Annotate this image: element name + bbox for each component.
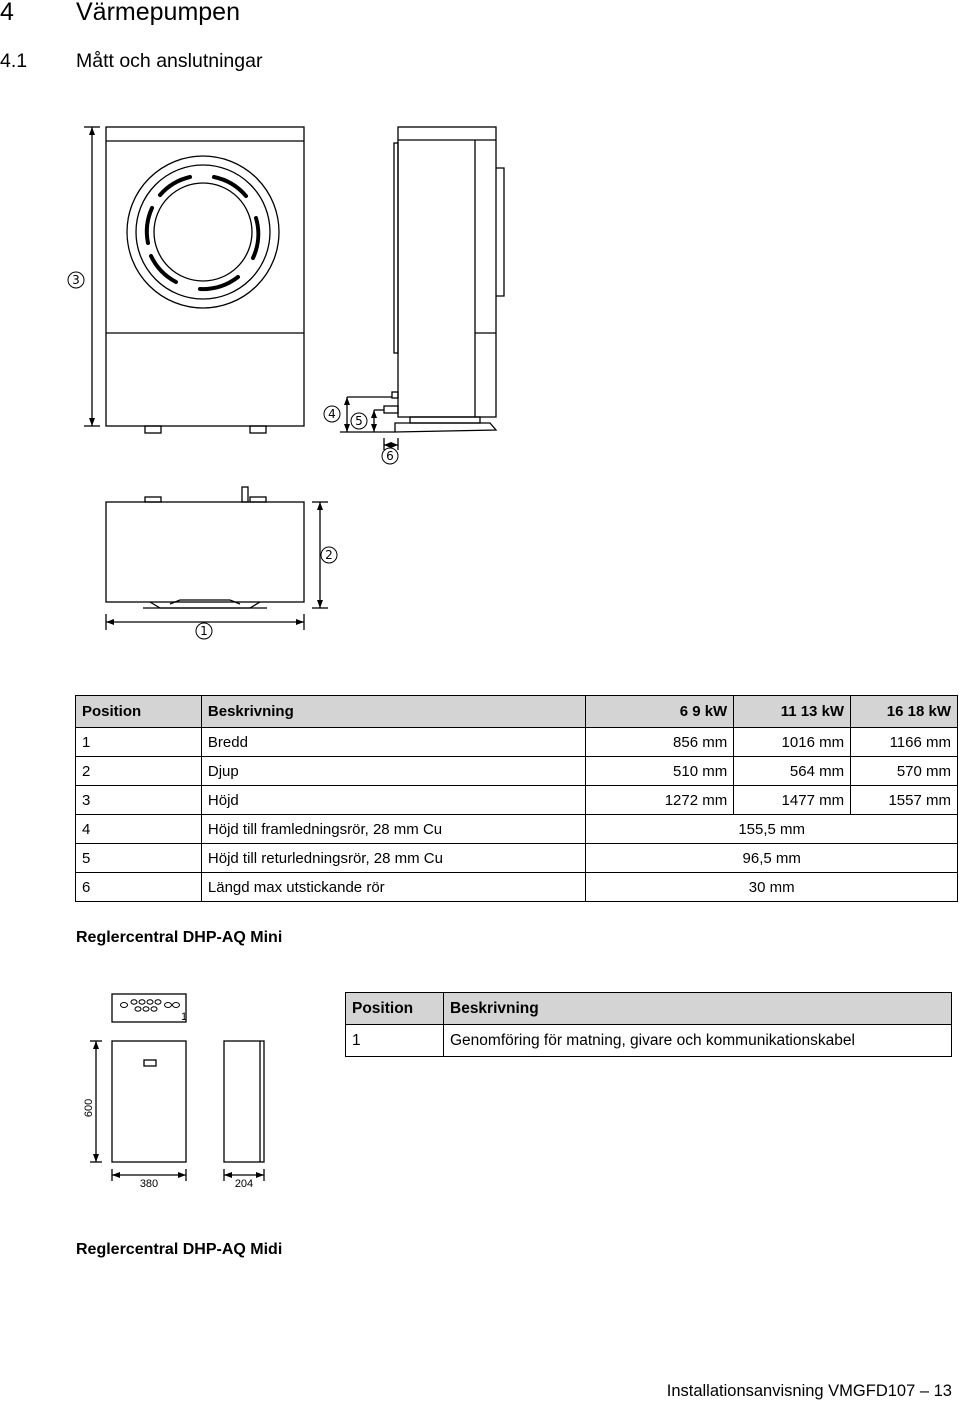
cell-value: 564 mm <box>734 757 851 786</box>
col-16-18kw: 16 18 kW <box>851 696 958 728</box>
chapter-number: 4 <box>0 0 14 26</box>
mini-position-table <box>345 992 952 1057</box>
mini-depth-dim: 204 <box>234 1178 254 1190</box>
mini-side-view <box>224 1041 264 1162</box>
table-row <box>76 815 958 844</box>
callout-5 <box>351 413 367 429</box>
callout-6 <box>382 448 398 464</box>
cell-common-value: 30 mm <box>586 873 958 902</box>
top-view-body <box>106 502 304 602</box>
table-header-row <box>346 993 952 1025</box>
mini-front-view <box>112 1041 186 1162</box>
cell-pos: 1 <box>76 728 202 757</box>
table-row <box>76 844 958 873</box>
col-description: Beskrivning <box>201 696 586 728</box>
cell-value: 1557 mm <box>851 786 958 815</box>
mini-height-dim: 600 <box>83 1098 95 1118</box>
chapter-title: Värmepumpen <box>76 0 240 26</box>
midi-heading: Reglercentral DHP-AQ Midi <box>76 1241 283 1258</box>
cell-common-value: 155,5 mm <box>586 815 958 844</box>
cell-value: 1016 mm <box>734 728 851 757</box>
table-header-row <box>76 696 958 728</box>
cell-desc: Längd max utstickande rör <box>201 873 586 902</box>
section-number: 4.1 <box>0 50 28 72</box>
svg-text:3: 3 <box>72 273 80 287</box>
cell-desc: Bredd <box>201 728 586 757</box>
col-description: Beskrivning <box>444 993 952 1025</box>
callout-4 <box>324 406 340 422</box>
side-view-body <box>398 127 496 417</box>
cell-value: 510 mm <box>586 757 734 786</box>
fan-grille <box>127 156 279 308</box>
cell-value: 1272 mm <box>586 786 734 815</box>
cell-desc: Höjd till returledningsrör, 28 mm Cu <box>201 844 586 873</box>
cell-value: 1477 mm <box>734 786 851 815</box>
cell-desc: Höjd till framledningsrör, 28 mm Cu <box>201 815 586 844</box>
col-position: Position <box>346 993 444 1025</box>
table-row <box>76 786 958 815</box>
mini-width-dim: 380 <box>139 1178 159 1190</box>
cell-value: 1166 mm <box>851 728 958 757</box>
cell-pos: 6 <box>76 873 202 902</box>
cell-desc: Djup <box>201 757 586 786</box>
cell-value: 570 mm <box>851 757 958 786</box>
svg-text:6: 6 <box>386 449 394 463</box>
table-row <box>76 757 958 786</box>
table-row <box>346 1025 952 1057</box>
mini-callout: 1 <box>181 1011 188 1023</box>
cell-pos: 1 <box>346 1025 444 1057</box>
cell-pos: 3 <box>76 786 202 815</box>
cell-desc: Genomföring för matning, givare och kommunikationskabel <box>444 1025 952 1057</box>
table-row <box>76 873 958 902</box>
cell-pos: 4 <box>76 815 202 844</box>
mini-heading: Reglercentral DHP-AQ Mini <box>76 929 283 946</box>
table-row <box>76 728 958 757</box>
col-position: Position <box>76 696 202 728</box>
svg-text:2: 2 <box>325 548 333 562</box>
dimension-table <box>75 695 958 902</box>
cell-common-value: 96,5 mm <box>586 844 958 873</box>
cell-desc: Höjd <box>201 786 586 815</box>
section-title: Mått och anslutningar <box>76 50 263 72</box>
callout-2 <box>321 547 337 563</box>
callout-3 <box>68 272 84 288</box>
cell-value: 856 mm <box>586 728 734 757</box>
svg-text:1: 1 <box>200 624 208 638</box>
cell-pos: 2 <box>76 757 202 786</box>
col-11-13kw: 11 13 kW <box>734 696 851 728</box>
svg-text:4: 4 <box>328 407 336 421</box>
callout-1 <box>196 623 212 639</box>
svg-text:5: 5 <box>355 414 363 428</box>
page-footer: Installationsanvisning VMGFD107 – 13 <box>666 1382 952 1400</box>
cell-pos: 5 <box>76 844 202 873</box>
front-view-body <box>106 127 304 426</box>
col-6-9kw: 6 9 kW <box>586 696 734 728</box>
